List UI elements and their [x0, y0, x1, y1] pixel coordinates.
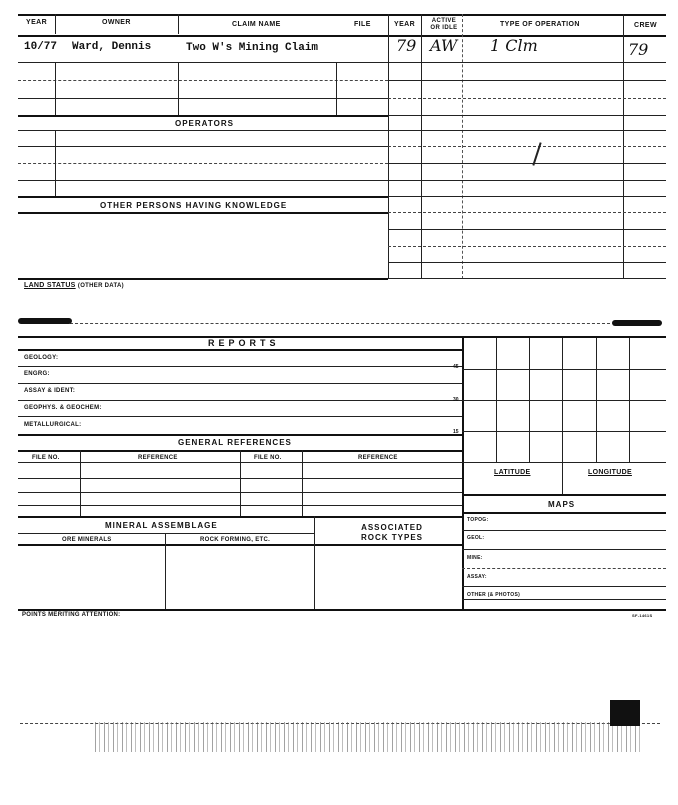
entry-owner: Ward, Dennis [72, 41, 152, 53]
general-references-heading: GENERAL REFERENCES [178, 438, 292, 447]
scan-blot [610, 700, 640, 726]
latitude-label: LATITUDE [494, 469, 531, 476]
entry-claim-name: Two W's Mining Claim [186, 42, 319, 54]
associated-rock-types-heading: ASSOCIATED ROCK TYPES [360, 523, 423, 542]
reports-row-engrg: ENGRG: [24, 371, 50, 377]
grid-number-15: 15 [453, 429, 459, 435]
header-year-2: YEAR [394, 21, 416, 28]
land-status-heading [24, 282, 124, 289]
header-owner: OWNER [102, 19, 131, 26]
points-meriting-attention: POINTS MERITING ATTENTION: [22, 612, 121, 618]
header-claim-name: CLAIM NAME [232, 21, 281, 28]
other-persons-heading: OTHER PERSONS HAVING KNOWLEDGE [100, 201, 288, 210]
form-code: SF-1461S [632, 613, 653, 618]
header-year: YEAR [26, 19, 48, 26]
reports-row-metallurgical: METALLURGICAL: [24, 422, 82, 428]
ref-reference-2: REFERENCE [358, 455, 398, 461]
entry-active-or-idle: AW [430, 36, 458, 55]
header-type-of-operation: TYPE OF OPERATION [500, 21, 580, 28]
longitude-label: LONGITUDE [588, 469, 632, 476]
ore-minerals-label: ORE MINERALS [62, 537, 112, 543]
ref-file-no-2: FILE NO. [254, 455, 282, 461]
land-status-label: LAND STATUS [24, 282, 76, 289]
ref-reference: REFERENCE [138, 455, 178, 461]
entry-year: 10/77 [24, 41, 58, 53]
ref-file-no: FILE NO. [32, 455, 60, 461]
scan-mark-left [18, 318, 72, 324]
reports-row-geology: GEOLOGY: [24, 355, 59, 361]
maps-topog: TOPOG: [467, 517, 489, 523]
mineral-assemblage-heading: MINERAL ASSEMBLAGE [105, 521, 218, 530]
maps-other: OTHER (& PHOTOS) [467, 592, 521, 598]
operators-heading: OPERATORS [175, 119, 234, 128]
grid-number-45: 45 [453, 364, 459, 370]
entry-year-2: 79 [396, 36, 417, 55]
entry-type-of-operation: 1 Clm [490, 36, 538, 55]
maps-assay: ASSAY: [467, 574, 487, 580]
header-active-or-idle: ACTIVE OR IDLE [430, 18, 458, 31]
maps-geol: GEOL: [467, 535, 485, 541]
entry-crew: 79 [628, 40, 649, 59]
scan-noise [95, 722, 640, 752]
reports-heading: REPORTS [208, 338, 280, 348]
header-file: FILE [354, 21, 371, 28]
reports-row-assay: ASSAY & IDENT: [24, 388, 76, 394]
rock-forming-label: ROCK FORMING, ETC. [200, 537, 271, 543]
maps-heading: MAPS [548, 500, 576, 509]
land-status-sub: (OTHER DATA) [77, 283, 124, 289]
grid-number-30: 30 [453, 397, 459, 403]
header-crew: CREW [634, 22, 657, 29]
maps-mine: MINE: [467, 555, 483, 561]
scan-mark-right [612, 320, 662, 326]
reports-row-geophys: GEOPHYS. & GEOCHEM: [24, 405, 102, 411]
